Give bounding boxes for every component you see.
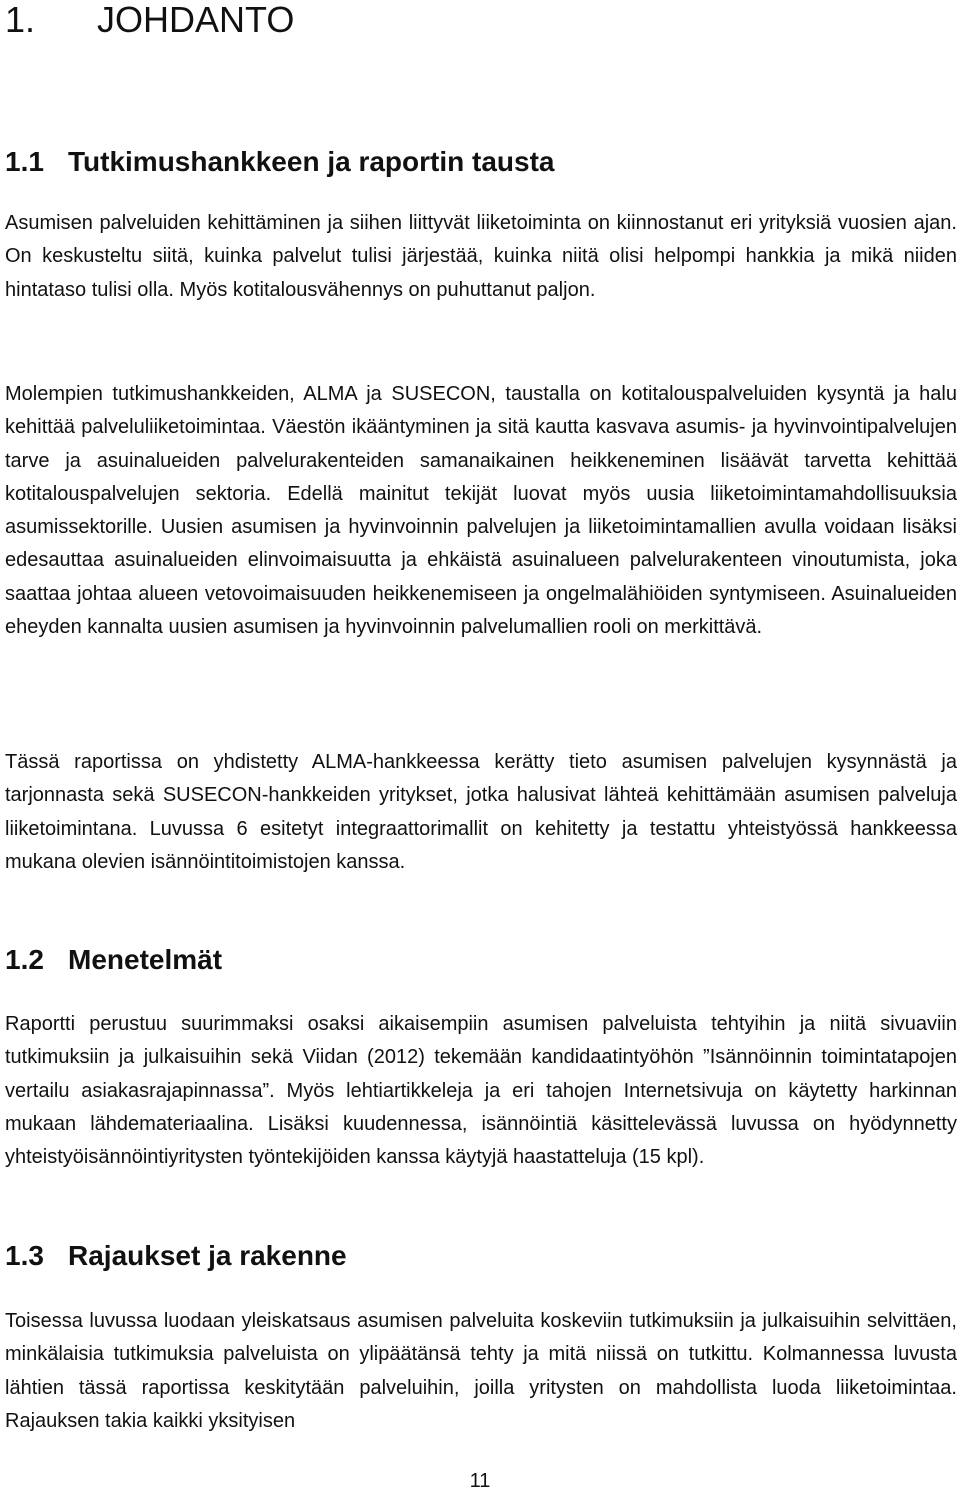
paragraph: Asumisen palveluiden kehittäminen ja siihen liittyvät liiketoiminta on kiinnostanut eri yrityksiä vuosien ajan. On keskusteltu siitä, kuinka palvelut tulisi järjestää, kuinka niitä olisi helpompi hankkia ja mikä niiden hintataso tulisi olla. Myös kotitalousvähennys on puhuttanut paljon. — [5, 212, 957, 301]
paragraph: Raportti perustuu suurimmaksi osaksi aikaisempiin asumisen palveluista tehtyihin ja niitä sivuaviin tutkimuksiin ja julkaisuihin sekä Viidan (2012) tekemään kandidaatintyöhön ”Isännöinnin toimintatapojen vertailu asiakasrajapinnassa”. Myös lehtiartikkeleja ja eri tahojen Internetsivuja on käytetty harkinnan mukaan lähdemateriaalina. Lisäksi kuudennessa, isännöintiä käsittelevässä luvussa on hyödynnetty yhteistyöisännöintiyritysten työntekijöiden kanssa käytyjä haastatteluja (15 kpl). — [5, 1013, 957, 1169]
section-number: 1.2 — [5, 944, 44, 975]
paragraph: Tässä raportissa on yhdistetty ALMA-hankkeessa kerätty tieto asumisen palvelujen kysynnästä ja tarjonnasta sekä SUSECON-hankkeiden yritykset, jotka halusivat lähteä kehittämään asumisen palveluja liiketoimintana. Luvussa 6 esitetyt integraattorimallit on kehitetty ja testattu yhteistyössä hankkeessa mukana olevien isännöintitoimistojen kanssa. — [5, 751, 957, 873]
section-title: Rajaukset ja rakenne — [68, 1240, 347, 1271]
paragraph: Toisessa luvussa luodaan yleiskatsaus asumisen palveluita koskeviin tutkimuksiin ja julkaisuihin selvittäen, minkälaisia tutkimuksia palveluista on ylipäätänsä tehty ja mitä niissä on tutkittu. Kolmannessa luvusta lähtien tässä raportissa keskitytään palveluihin, joilla yritysten on mahdollista luoda liiketoimintaa. Rajauksen takia kaikki yksityisen — [5, 1310, 957, 1432]
page-number: 11 — [469, 1470, 491, 1492]
section-heading — [5, 146, 555, 178]
section-heading — [5, 1240, 347, 1272]
paragraph: Molempien tutkimushankkeiden, ALMA ja SUSECON, taustalla on kotitalouspalveluiden kysyntä ja halu kehittää palveluliiketoimintaa. Väestön ikääntyminen ja sitä kautta kasvava asumis- ja hyvinvointipalvelujen tarve ja asuinalueiden palvelurakenteiden samanaikainen heikkeneminen lisäävät tarvetta kehittää kotitalouspalvelujen sektoria. Edellä mainitut tekijät luovat myös uusia liiketoimintamahdollisuuksia asumissektorille. Uusien asumisen ja hyvinvoinnin palvelujen ja liiketoimintamallien avulla voidaan lisäksi edesauttaa asuinalueiden elinvoimaisuutta ja ehkäistä asuinalueen palvelurakenteen vinoutumista, joka saattaa johtaa alueen vetovoimaisuuden heikkenemiseen ja ongelmalähiöiden syntymiseen. Asuinalueiden eheyden kannalta uusien asumisen ja hyvinvoinnin palvelumallien rooli on merkittävä. — [5, 383, 957, 639]
section-number: 1.3 — [5, 1240, 44, 1271]
section-title: Menetelmät — [68, 944, 223, 975]
chapter-heading — [5, 0, 294, 40]
chapter-title: JOHDANTO — [97, 0, 295, 40]
section-title: Tutkimushankkeen ja raportin tausta — [68, 146, 555, 177]
section-heading — [5, 944, 222, 976]
section-number: 1.1 — [5, 146, 44, 177]
chapter-number: 1. — [5, 0, 36, 40]
